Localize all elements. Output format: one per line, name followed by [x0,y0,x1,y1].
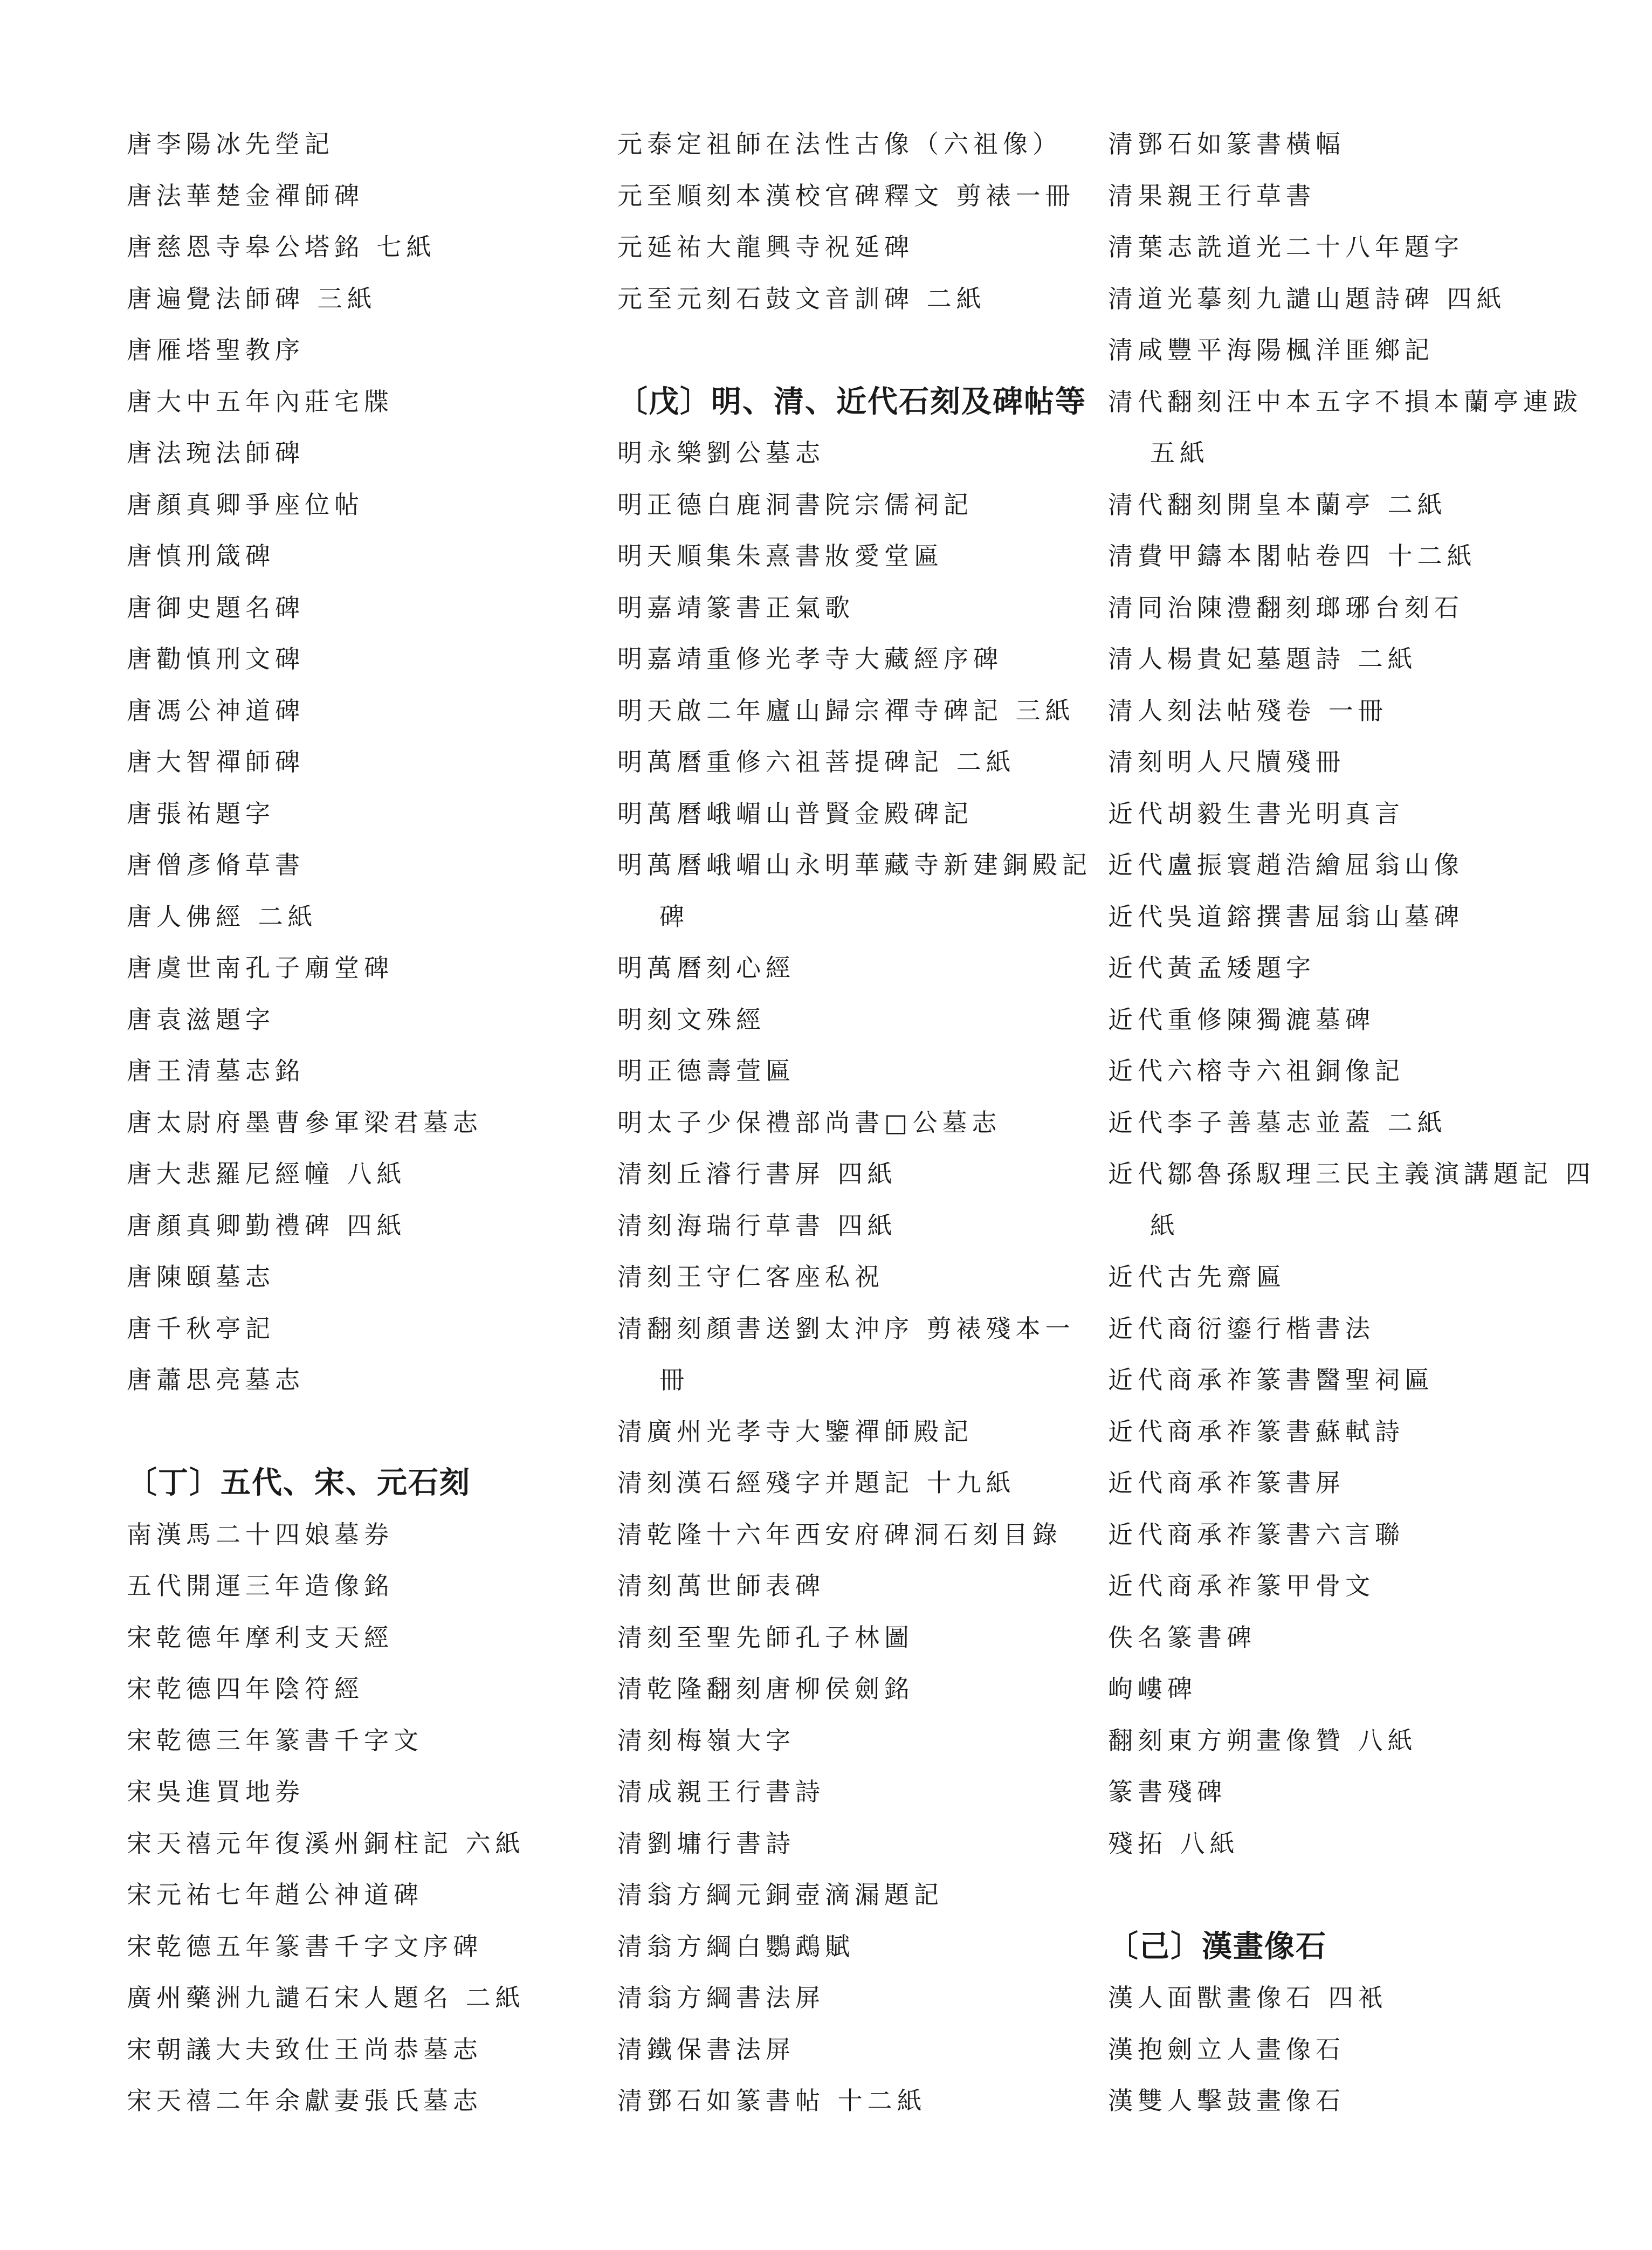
catalog-column-1 [127,119,590,2127]
catalog-entry: 清乾隆翻刻唐柳侯劍銘 [617,1674,914,1703]
catalog-entry: 近代盧振寰趙浩繪屈翁山像 [1108,850,1464,879]
catalog-entry: 清人楊貴妃墓題詩 二紙 [1108,644,1417,673]
catalog-entry: 唐人佛經 二紙 [127,902,318,931]
catalog-entry: 近代商承祚篆書六言聯 [1108,1519,1405,1549]
catalog-entry: 唐大悲羅尼經幢 八紙 [127,1159,407,1188]
section-spacer [1108,1869,1572,1921]
section-heading: 〔己〕漢畫像石 [1108,1928,1327,1964]
catalog-entry: 宋天禧二年余獻妻張氏墓志 [127,2086,483,2115]
catalog-entry: 明天啟二年廬山歸宗禪寺碑記 三紙 [617,696,1075,725]
catalog-entry: 唐僧彥脩草書 [127,850,305,879]
catalog-entry: 元至順刻本漢校官碑釋文 剪裱一冊 [617,181,1075,210]
catalog-entry: 宋元祐七年趙公神道碑 [127,1880,423,1909]
catalog-entry: 近代商承祚篆書蘇軾詩 [1108,1416,1405,1446]
catalog-entry: 宋天禧元年復溪州銅柱記 六紙 [127,1828,525,1858]
catalog-entry: 清廣州光孝寺大鑒禪師殿記 [617,1416,973,1446]
catalog-column-2 [617,119,1092,2127]
catalog-entry: 唐顏真卿勤禮碑 四紙 [127,1210,407,1240]
catalog-entry: 唐張祐題字 [127,799,275,828]
catalog-entry: 明太子少保禮部尚書□公墓志 [617,1107,1002,1137]
catalog-entry: 元至元刻石鼓文音訓碑 二紙 [617,284,986,313]
catalog-entry: 唐慈恩寺皋公塔銘 七紙 [127,232,436,262]
catalog-entry: 清鐵保書法屏 [617,2034,795,2064]
catalog-entry: 明永樂劉公墓志 [617,438,825,467]
catalog-entry: 宋吳進買地券 [127,1777,305,1806]
catalog-entry: 廣州藥洲九譴石宋人題名 二紙 [127,1983,525,2012]
catalog-entry: 唐袁滋題字 [127,1004,275,1034]
catalog-entry: 明正德白鹿洞書院宗儒祠記 [617,490,973,519]
catalog-entry: 清代翻刻汪中本五字不損本蘭亭連跋 [1108,387,1582,416]
catalog-entry: 元泰定祖師在法性古像（六祖像） [617,129,1062,159]
catalog-entry: 清翻刻顏書送劉太沖序 剪裱殘本一 [617,1313,1075,1343]
catalog-entry: 明萬曆峨嵋山永明華藏寺新建銅殿記 [617,850,1092,879]
catalog-entry: 清費甲鑄本閣帖卷四 十二紙 [1108,541,1477,570]
catalog-entry: 篆書殘碑 [1108,1777,1227,1806]
catalog-entry: 唐蕭思亮墓志 [127,1365,305,1394]
catalog-entry: 清翁方綱白鸚鵡賦 [617,1931,855,1961]
section-heading: 〔丁〕五代、宋、元石刻 [127,1465,471,1501]
catalog-entry: 唐御史題名碑 [127,593,305,622]
catalog-entry: 元延祐大龍興寺祝延碑 [617,232,914,262]
catalog-entry: 五代開運三年造像銘 [127,1571,394,1600]
catalog-entry-continuation: 五紙 [1150,438,1209,467]
catalog-entry: 唐法琬法師碑 [127,438,305,467]
section-spacer [617,325,1081,376]
catalog-entry-continuation: 紙 [1150,1210,1180,1240]
catalog-entry: 明刻文殊經 [617,1004,766,1034]
catalog-entry: 唐王清墓志銘 [127,1056,305,1085]
catalog-entry: 清刻至聖先師孔子林圖 [617,1622,914,1652]
catalog-entry: 漢抱劍立人畫像石 [1108,2034,1345,2064]
catalog-entry: 宋乾德三年篆書千字文 [127,1725,423,1755]
catalog-entry: 近代李子善墓志並蓋 二紙 [1108,1107,1447,1137]
catalog-entry: 明正德壽萱匾 [617,1056,795,1085]
catalog-entry: 近代商承祚篆甲骨文 [1108,1571,1375,1600]
catalog-entry: 翻刻東方朔畫像贊 八紙 [1108,1725,1417,1755]
catalog-entry: 近代重修陳獨漉墓碑 [1108,1004,1375,1034]
catalog-entry: 近代商承祚篆書醫聖祠匾 [1108,1365,1434,1394]
section-heading: 〔戊〕明、清、近代石刻及碑帖等 [617,383,1086,419]
catalog-entry: 近代吳道鎔撰書屈翁山墓碑 [1108,902,1464,931]
catalog-entry: 唐雁塔聖教序 [127,335,305,364]
catalog-entry: 清同治陳澧翻刻瑯琊台刻石 [1108,593,1464,622]
catalog-entry: 清代翻刻開皇本蘭亭 二紙 [1108,490,1447,519]
catalog-entry: 明萬曆刻心經 [617,953,795,982]
catalog-entry: 明嘉靖重修光孝寺大藏經序碑 [617,644,1003,673]
catalog-entry: 清鄧石如篆書帖 十二紙 [617,2086,927,2115]
catalog-entry: 清咸豐平海陽楓洋匪鄉記 [1108,335,1434,364]
catalog-entry: 清劉墉行書詩 [617,1828,795,1858]
catalog-entry: 唐慎刑箴碑 [127,541,275,570]
catalog-entry: 清刻漢石經殘字并題記 十九紙 [617,1468,1016,1497]
catalog-column-3 [1108,119,1595,2127]
catalog-entry: 清果親王行草書 [1108,181,1316,210]
catalog-entry: 清刻海瑞行草書 四紙 [617,1210,897,1240]
catalog-entry: 岣嶁碑 [1108,1674,1197,1703]
catalog-entry: 清刻萬世師表碑 [617,1571,825,1600]
catalog-entry: 近代黃孟矮題字 [1108,953,1316,982]
catalog-entry: 唐大智禪師碑 [127,747,305,776]
catalog-entry: 南漢馬二十四娘墓券 [127,1519,394,1549]
catalog-entry: 明天順集朱熹書妝愛堂匾 [617,541,944,570]
catalog-entry: 清人刻法帖殘卷 一冊 [1108,696,1388,725]
catalog-entry: 唐馮公神道碑 [127,696,305,725]
catalog-entry: 宋乾德年摩利支天經 [127,1622,394,1652]
section-spacer [127,1406,590,1458]
catalog-entry: 佚名篆書碑 [1108,1622,1256,1652]
catalog-entry: 清刻明人尺牘殘冊 [1108,747,1345,776]
catalog-entry: 近代六榕寺六祖銅像記 [1108,1056,1405,1085]
catalog-entry: 清翁方綱元銅壺滴漏題記 [617,1880,944,1909]
catalog-entry: 唐千秋亭記 [127,1313,275,1343]
catalog-entry: 唐勸慎刑文碑 [127,644,305,673]
catalog-entry: 明嘉靖篆書正氣歌 [617,593,855,622]
catalog-entry: 近代胡毅生書光明真言 [1108,799,1405,828]
catalog-entry: 清翁方綱書法屏 [617,1983,825,2012]
catalog-entry: 唐大中五年內莊宅牒 [127,387,394,416]
catalog-entry: 唐遍覺法師碑 三紙 [127,284,377,313]
catalog-entry: 漢人面獸畫像石 四衹 [1108,1983,1388,2012]
catalog-entry: 近代古先齋匾 [1108,1262,1286,1291]
catalog-entry: 漢雙人擊鼓畫像石 [1108,2086,1345,2115]
catalog-entry: 唐虞世南孔子廟堂碑 [127,953,394,982]
catalog-entry: 清乾隆十六年西安府碑洞石刻目錄 [617,1519,1062,1549]
catalog-entry: 清刻王守仁客座私祝 [617,1262,884,1291]
catalog-entry: 宋乾德五年篆書千字文序碑 [127,1931,483,1961]
catalog-entry: 近代商衍鎏行楷書法 [1108,1313,1375,1343]
catalog-entry: 宋朝議大夫致仕王尚恭墓志 [127,2034,483,2064]
catalog-entry: 清刻梅嶺大字 [617,1725,795,1755]
catalog-entry-continuation: 碑 [659,902,689,931]
catalog-entry: 唐太尉府墨曹參軍梁君墓志 [127,1107,483,1137]
catalog-entry: 唐陳頤墓志 [127,1262,275,1291]
catalog-entry: 明萬曆重修六祖菩提碑記 二紙 [617,747,1016,776]
catalog-entry: 殘拓 八紙 [1108,1828,1240,1858]
catalog-entry: 近代鄒魯孫馭理三民主義演講題記 四 [1108,1159,1595,1188]
catalog-entry: 近代商承祚篆書屏 [1108,1468,1345,1497]
catalog-entry: 清葉志詵道光二十八年題字 [1108,232,1464,262]
catalog-entry: 清成親王行書詩 [617,1777,825,1806]
catalog-entry: 唐顏真卿爭座位帖 [127,490,364,519]
catalog-entry: 清道光摹刻九譴山題詩碑 四紙 [1108,284,1506,313]
catalog-entry: 唐法華楚金禪師碑 [127,181,364,210]
catalog-entry: 清刻丘濬行書屏 四紙 [617,1159,897,1188]
catalog-entry: 宋乾德四年陰符經 [127,1674,364,1703]
catalog-entry: 清鄧石如篆書橫幅 [1108,129,1345,159]
catalog-entry: 明萬曆峨嵋山普賢金殿碑記 [617,799,973,828]
catalog-entry: 唐李陽冰先塋記 [127,129,334,159]
catalog-entry-continuation: 冊 [659,1365,689,1394]
